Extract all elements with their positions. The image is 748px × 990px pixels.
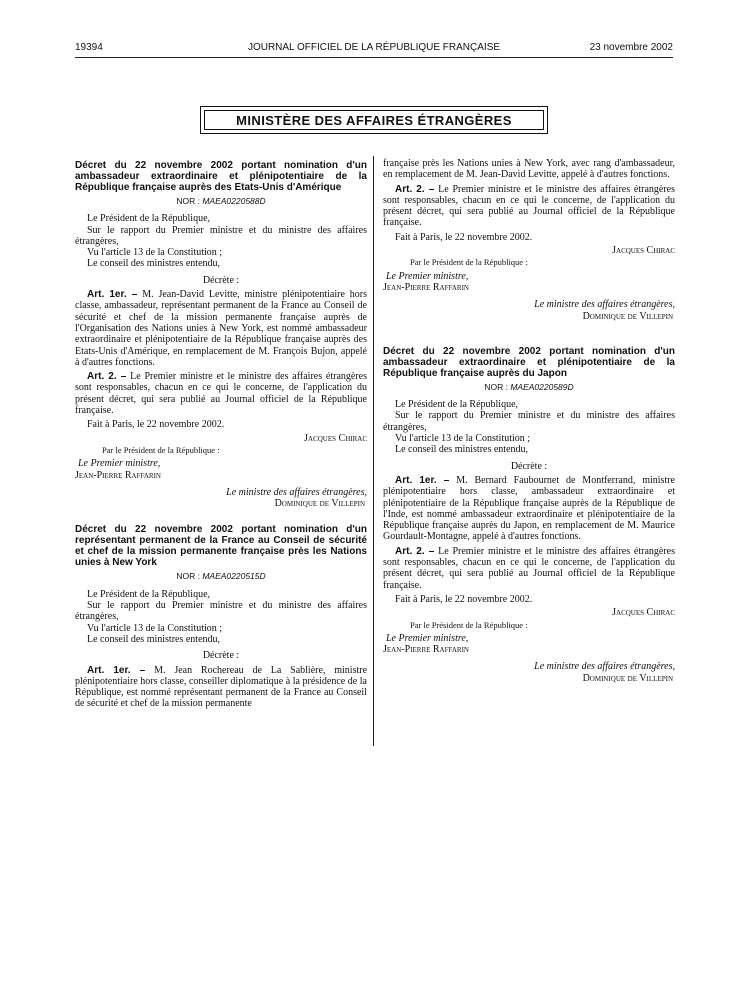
decree-nations-unies: [75, 524, 367, 709]
ministry-box: [200, 106, 548, 134]
article-1-label: Art. 1er. –: [87, 289, 138, 301]
article-2-label: Art. 2. –: [87, 371, 127, 383]
ministre-name: Dominique de Villepin: [274, 498, 365, 510]
nor-code: MAEA0220588D: [202, 196, 266, 206]
issue-date: 23 novembre 2002: [589, 42, 673, 53]
article-2-text: Le Premier ministre et le ministre des affaires étrangères sont responsables, chacun en ce qui le concerne, de l'application du présent décret, qui sera publié au Journal officiel de la République française.: [75, 371, 367, 417]
decree-etats-unis: [75, 160, 367, 509]
nor-label: NOR :: [484, 381, 508, 392]
fait-a-paris: Fait à Paris, le 22 novembre 2002.: [395, 231, 533, 243]
article-2-text: Le Premier ministre et le ministre des affaires étrangères sont responsables, chacun en ce qui le concerne, de l'application du présent décret, qui sera publié au Journal officiel de la République française.: [383, 545, 675, 591]
nor-reference: [383, 382, 675, 393]
decrete-label: Décrète :: [202, 650, 240, 662]
article-2: [383, 546, 675, 591]
article-2-label: Art. 2. –: [395, 545, 435, 557]
intro-line: Le conseil des ministres entendu,: [395, 444, 529, 456]
article-1: [383, 475, 675, 543]
intro-line: Vu l'article 13 de la Constitution ;: [87, 622, 223, 634]
article-2: [75, 371, 367, 416]
article-1-text: M. Bernard Faubournet de Montferrand, ministre plénipotentiaire hors classe, ambassadeur extraordinaire et plénipotentiaire de la République française auprès de la République de l'Inde, est nommé ambassadeur extraordinaire et plénipotentiaire de la République française auprès du Japon, en remplacement de M. Maurice Gourdault-Montagne, appelé à d'autres fonctions.: [383, 474, 675, 543]
signer-name: Jacques Chirac: [612, 245, 675, 257]
left-column: [75, 160, 367, 710]
decree-title: Décret du 22 novembre 2002 portant nomination d'un ambassadeur extraordinaire et plénipotentiaire de la République française auprès des Etats-Unis d'Amérique: [75, 160, 367, 193]
article-1-label: Art. 1er. –: [87, 664, 146, 676]
header-rule: [75, 57, 673, 58]
intro-line: Le Président de la République,: [395, 399, 519, 411]
premier-ministre-title: Le Premier ministre,: [386, 270, 469, 282]
nor-reference: [75, 571, 367, 582]
intro-line: Le conseil des ministres entendu,: [87, 258, 221, 270]
fait-a-paris: Fait à Paris, le 22 novembre 2002.: [87, 419, 225, 431]
ministre-title: Le ministre des affaires étrangères,: [226, 486, 367, 498]
article-1: [75, 289, 367, 368]
intro-line: Le Président de la République,: [87, 588, 211, 600]
premier-ministre-name: Jean-Pierre Raffarin: [383, 281, 469, 293]
ministre-name: Dominique de Villepin: [582, 672, 673, 684]
intro-line: Sur le rapport du Premier ministre et du ministre des affaires étrangères,: [75, 600, 367, 623]
article-1-text-end: française près les Nations unies à New York, avec rang d'ambassadeur, en remplacement de M. Jean-David Levitte, appelé à d'autres fonctions.: [383, 158, 675, 181]
nor-label: NOR :: [176, 571, 200, 582]
journal-title: JOURNAL OFFICIEL DE LA RÉPUBLIQUE FRANÇAISE: [247, 42, 501, 53]
premier-ministre-name: Jean-Pierre Raffarin: [75, 469, 161, 481]
par-le-president: Par le Président de la République :: [410, 619, 528, 630]
par-le-president: Par le Président de la République :: [102, 444, 220, 455]
fait-a-paris: Fait à Paris, le 22 novembre 2002.: [395, 593, 533, 605]
decree-title: Décret du 22 novembre 2002 portant nomination d'un représentant permanent de la France au Conseil de sécurité et chef de la mission permanente française près les Nations unies à New York: [75, 524, 367, 569]
ministre-title: Le ministre des affaires étrangères,: [534, 299, 675, 311]
article-1-text-start: M. Jean Rochereau de La Sablière, ministre plénipotentiaire hors classe, conseiller diplomatique à la présidence de la République, est nommé représentant permanent de la France au Conseil de sécurité et chef de la mission permanente: [75, 664, 368, 710]
decree-japon: [383, 346, 675, 684]
decree-title: Décret du 22 novembre 2002 portant nomination d'un ambassadeur extraordinaire et plénipotentiaire de la République française auprès du Japon: [383, 345, 675, 379]
intro-line: Vu l'article 13 de la Constitution ;: [395, 433, 531, 445]
intro-line: Le Président de la République,: [87, 213, 211, 225]
decrete-label: Décrète :: [510, 460, 548, 472]
premier-ministre-title: Le Premier ministre,: [386, 632, 469, 644]
signer-name: Jacques Chirac: [612, 607, 675, 619]
article-2: [383, 184, 675, 229]
nor-code: MAEA0220589D: [510, 381, 574, 392]
nor-label: NOR :: [176, 196, 200, 206]
intro-line: Sur le rapport du Premier ministre et du ministre des affaires étrangères,: [75, 224, 367, 247]
article-1-label: Art. 1er. –: [395, 474, 450, 486]
intro-line: Vu l'article 13 de la Constitution ;: [87, 247, 223, 259]
article-1: [75, 665, 367, 710]
right-column: [383, 158, 675, 684]
signer-name: Jacques Chirac: [304, 432, 367, 444]
intro-line: Sur le rapport du Premier ministre et du ministre des affaires étrangères,: [383, 410, 675, 433]
page-number: 19394: [75, 42, 103, 53]
decree-nations-unies-continued: [383, 158, 675, 322]
premier-ministre-title: Le Premier ministre,: [78, 458, 161, 470]
par-le-president: Par le Président de la République :: [410, 257, 528, 268]
ministry-title: MINISTÈRE DES AFFAIRES ÉTRANGÈRES: [204, 110, 544, 130]
article-2-label: Art. 2. –: [395, 183, 435, 195]
column-divider: [373, 156, 374, 746]
nor-code: MAEA0220515D: [202, 571, 266, 582]
decrete-label: Décrète :: [202, 274, 240, 286]
ministre-name: Dominique de Villepin: [582, 310, 673, 322]
nor-reference: [75, 196, 367, 207]
page-header: [0, 42, 748, 56]
article-2-text: Le Premier ministre et le ministre des affaires étrangères sont responsables, chacun en ce qui le concerne, de l'application du présent décret, qui sera publié au Journal officiel de la République française.: [383, 183, 675, 229]
intro-line: Le conseil des ministres entendu,: [87, 633, 221, 645]
article-1-text: M. Jean-David Levitte, ministre plénipotentiaire hors classe, ambassadeur, représentant permanent de la France au Conseil de sécurité et chef de la mission permanente française auprès de l'Organisation des Nations unies à New York, est nommé ambassadeur extraordinaire et plénipotentiaire de la République française auprès des Etats-Unis d'Amérique, en remplacement de M. François Bujon, appelé à d'autres fonctions.: [75, 289, 368, 368]
premier-ministre-name: Jean-Pierre Raffarin: [383, 644, 469, 656]
ministre-title: Le ministre des affaires étrangères,: [534, 661, 675, 673]
